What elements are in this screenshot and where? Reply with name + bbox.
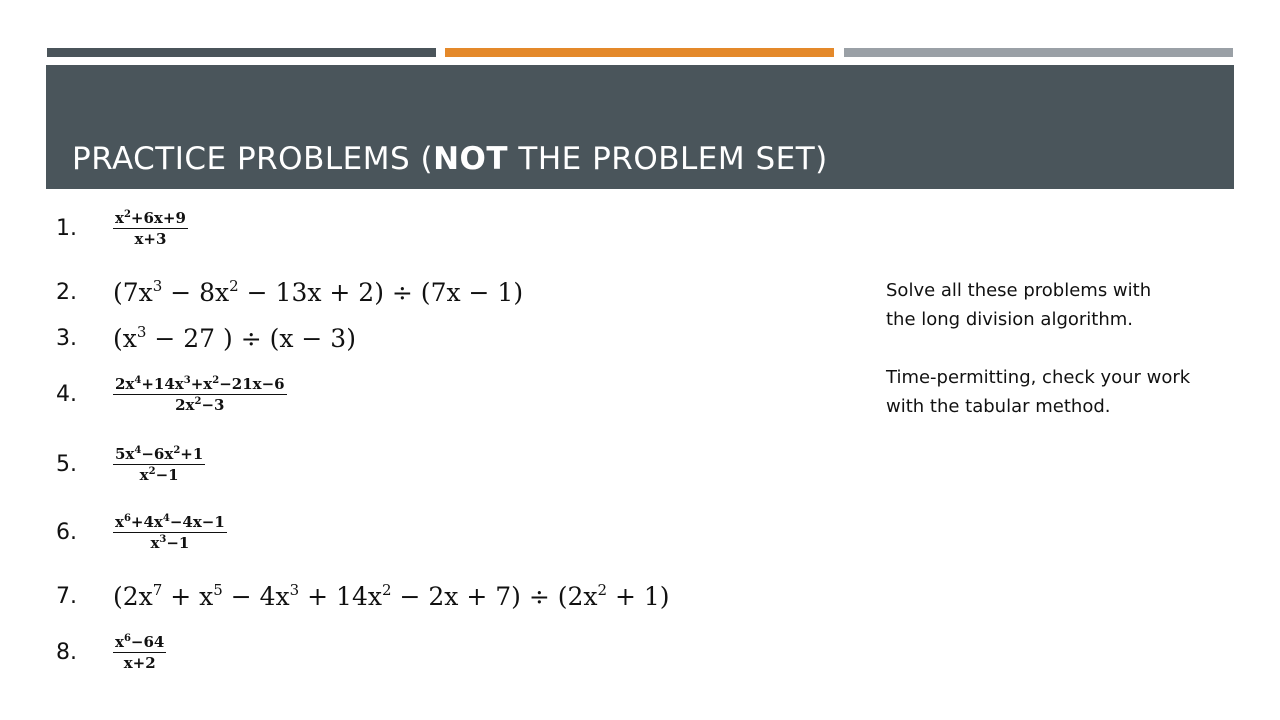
division-expression: $(7x^3 - 8x^2 - 13x + 2) \div (7x - 1)$	[113, 277, 524, 307]
instruction-line: Solve all these problems with	[886, 280, 1152, 301]
numerator: $x^6+4x^4-4x-1$	[115, 513, 225, 531]
fraction-expression	[113, 444, 205, 485]
accent-bar-gray	[844, 48, 1233, 57]
title-prefix: PRACTICE PROBLEMS (	[72, 141, 434, 177]
fraction-expression	[113, 632, 166, 673]
problem-list	[56, 200, 816, 700]
title-emphasis: NOT	[433, 141, 509, 177]
problem-item	[56, 512, 227, 553]
problem-number: 2.	[56, 280, 77, 305]
title-band	[46, 65, 1234, 189]
problem-number: 8.	[56, 640, 77, 665]
problem-number: 4.	[56, 382, 77, 407]
problem-item	[56, 208, 188, 249]
title-suffix: THE PROBLEM SET)	[508, 141, 828, 177]
fraction-expression	[113, 374, 287, 415]
problem-item	[56, 374, 287, 415]
slide-title	[72, 141, 828, 177]
instruction-paragraph	[886, 363, 1246, 421]
denominator: $2x^2-3$	[175, 396, 225, 414]
problem-item	[56, 278, 523, 307]
accent-bar-orange	[445, 48, 834, 57]
fraction-expression	[113, 208, 188, 249]
denominator: x+2	[123, 654, 156, 672]
problem-item	[56, 632, 166, 673]
instruction-paragraph	[886, 276, 1246, 334]
problem-number: 6.	[56, 520, 77, 545]
problem-number: 5.	[56, 452, 77, 477]
instruction-line: with the tabular method.	[886, 396, 1111, 417]
accent-bar-dark	[47, 48, 436, 57]
denominator: $x^3-1$	[150, 534, 190, 552]
problem-number: 7.	[56, 584, 77, 609]
problem-number: 1.	[56, 216, 77, 241]
division-expression: ($x^3 - 27$ ) ÷ (x − 3)	[113, 323, 356, 353]
numerator: $x^2+6x+9$	[115, 209, 186, 227]
instruction-line: the long division algorithm.	[886, 309, 1134, 330]
fraction-expression	[113, 512, 227, 553]
denominator: $x^2-1$	[139, 466, 179, 484]
problem-item	[56, 324, 356, 353]
numerator: $5x^4-6x^2+1$	[115, 445, 204, 463]
division-expression: $(2x^7 + x^5 - 4x^3 + 14x^2 - 2x + 7) \div (2x^2 + 1)$	[113, 581, 670, 611]
problem-number: 3.	[56, 326, 77, 351]
numerator: $2x^4+14x^3+x^2-21x-6$	[115, 375, 285, 393]
problem-item	[56, 582, 670, 611]
denominator: x+3	[134, 230, 167, 248]
problem-item	[56, 444, 205, 485]
instruction-line: Time-permitting, check your work	[886, 367, 1191, 388]
instructions-note	[886, 276, 1246, 421]
numerator: $x^6-64$	[115, 633, 165, 651]
